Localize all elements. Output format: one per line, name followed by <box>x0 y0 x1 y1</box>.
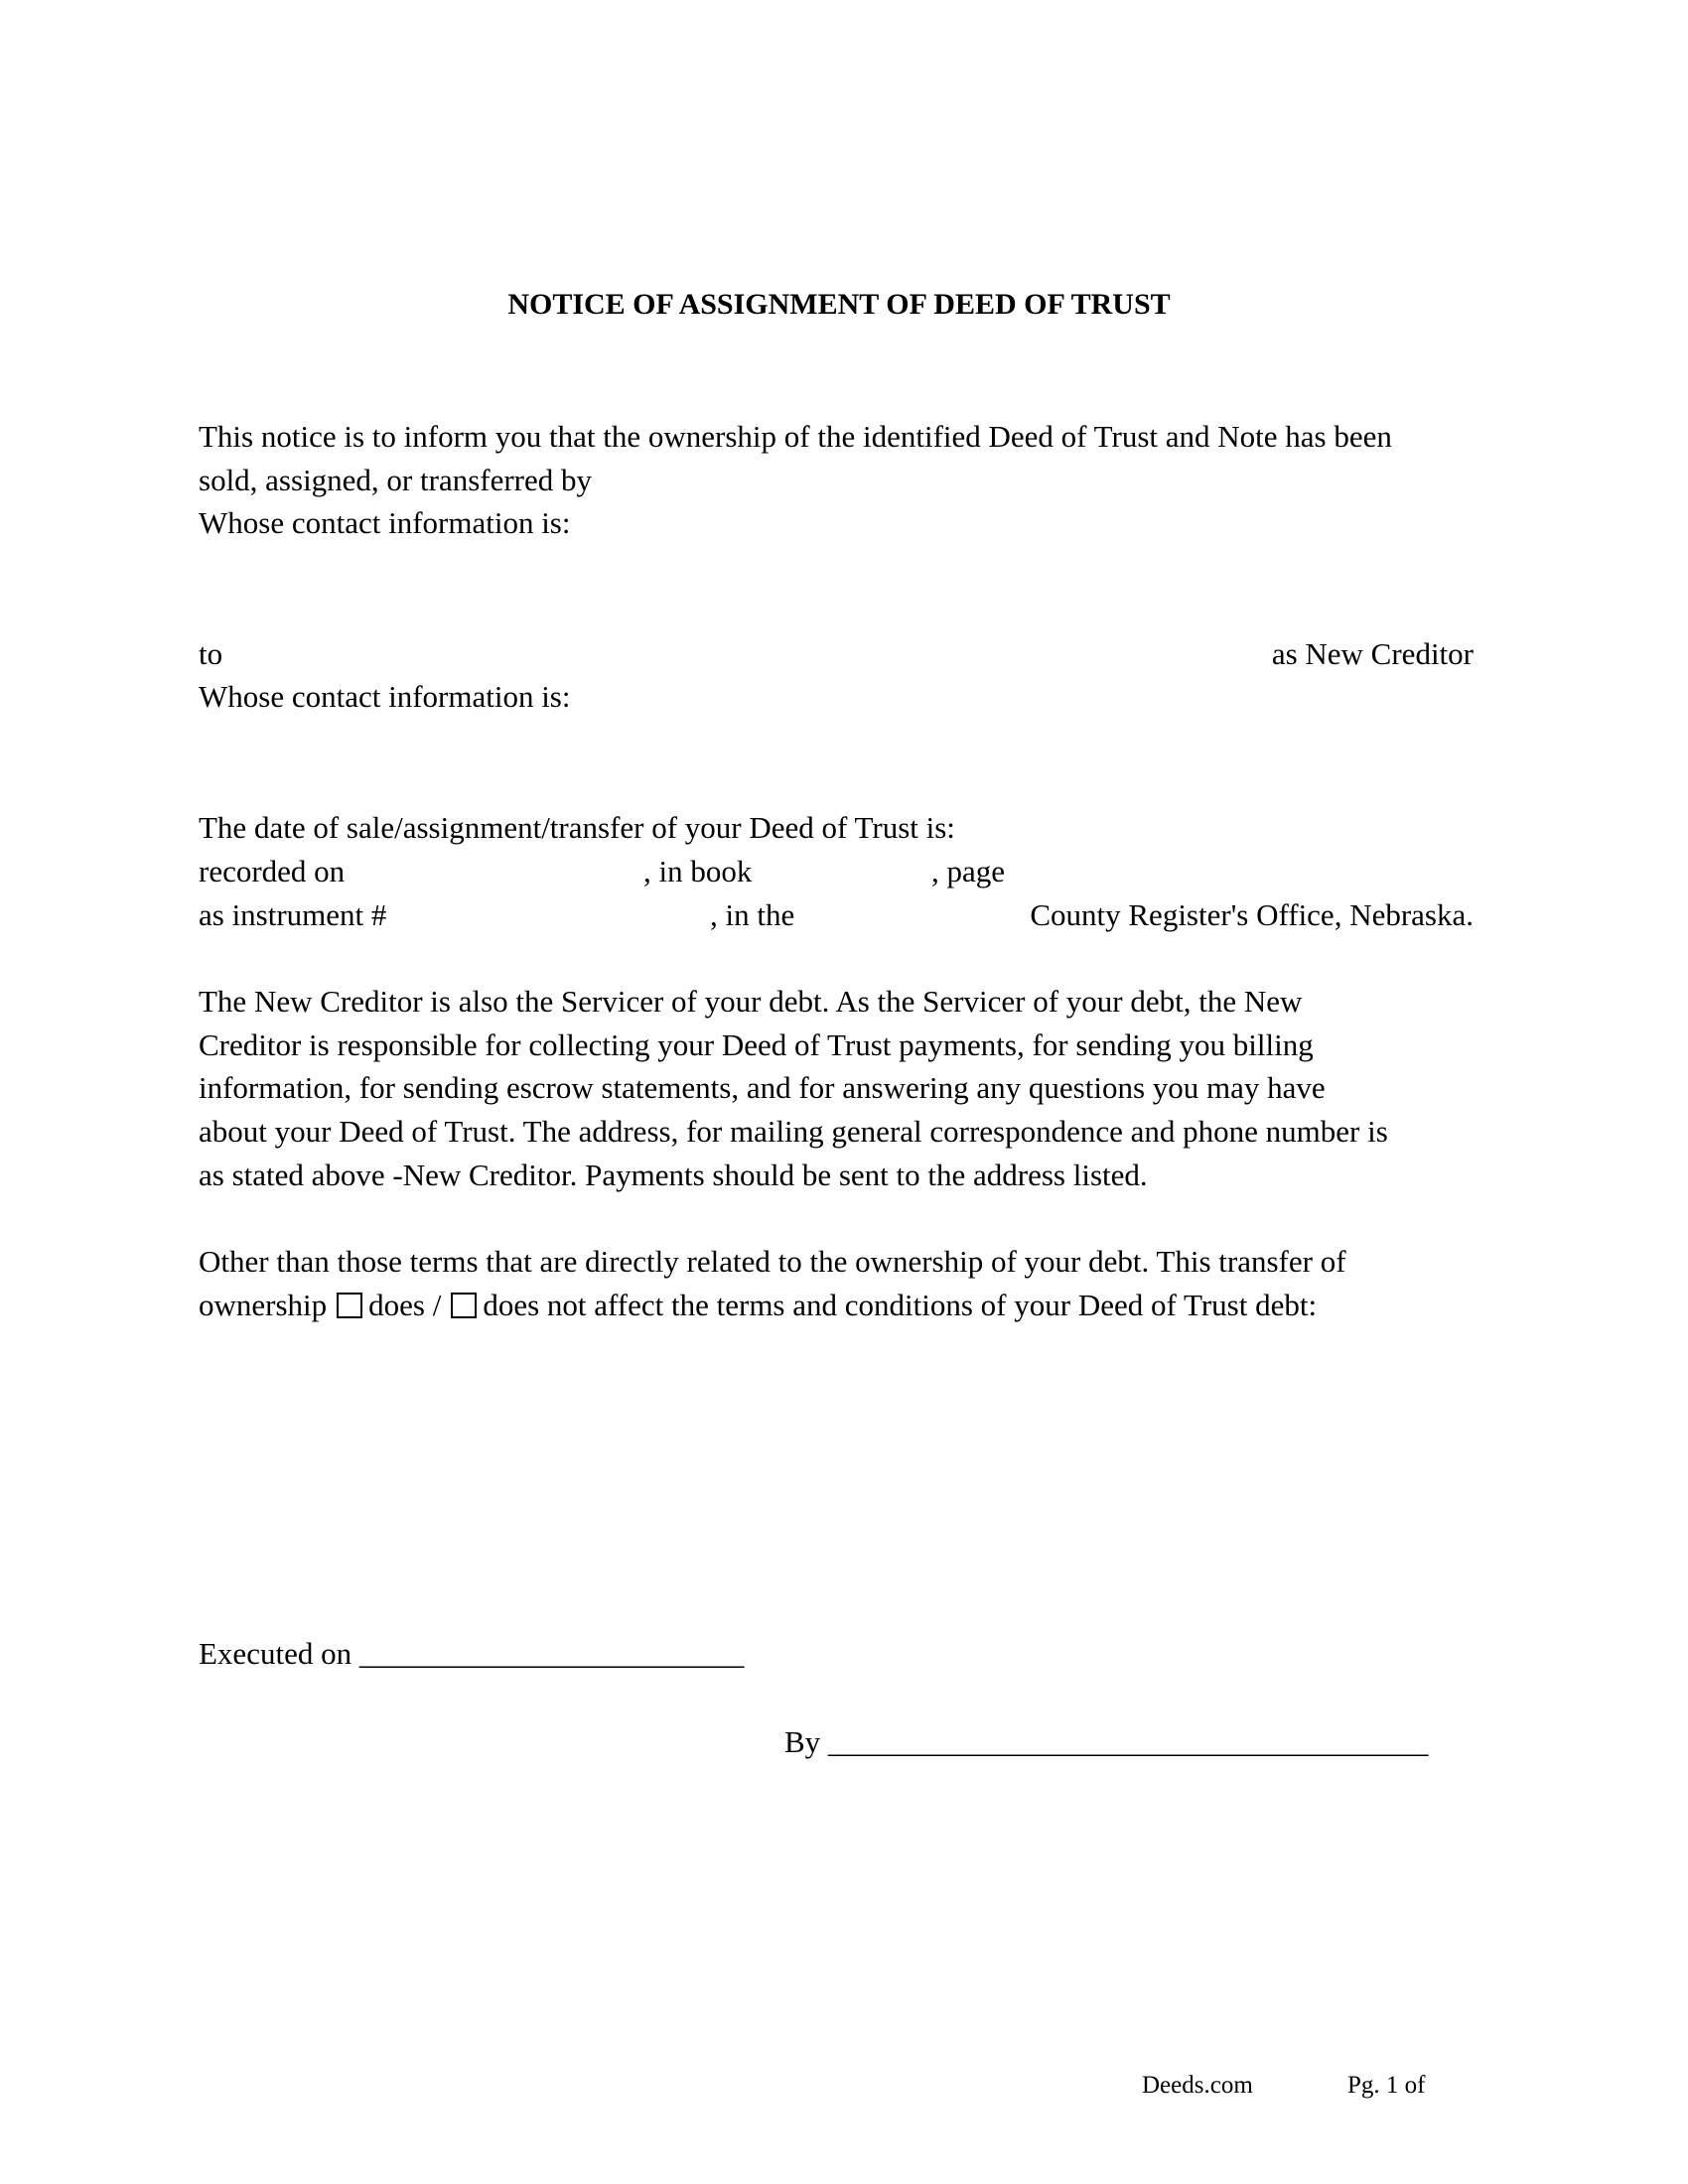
servicer-line-3: information, for sending escrow statements, and for answering any questions you may have <box>199 1070 1326 1105</box>
servicer-line-4: about your Deed of Trust. The address, for mailing general correspondence and phone number is <box>199 1114 1388 1149</box>
servicer-line-1: The New Creditor is also the Servicer of your debt. As the Servicer of your debt, the New <box>199 984 1303 1019</box>
does-checkbox[interactable] <box>337 1293 362 1318</box>
servicer-line-2: Creditor is responsible for collecting your Deed of Trust payments, for sending you billing <box>199 1027 1314 1062</box>
new-creditor-label: as New Creditor <box>1271 636 1474 671</box>
footer-site: Deeds.com <box>1142 2072 1253 2099</box>
in-the-label: , in the <box>710 897 795 932</box>
does-label: does / <box>368 1288 442 1322</box>
footer-page-number: Pg. 1 of <box>1347 2072 1426 2099</box>
county-office-label: County Register's Office, Nebraska. <box>1030 897 1474 932</box>
intro-line-1: This notice is to inform you that the ownership of the identified Deed of Trust and Note has been <box>199 419 1392 454</box>
terms-line-1: Other than those terms that are directly related to the ownership of your debt. This transfer of <box>199 1244 1346 1279</box>
page-label: , page <box>931 854 1006 888</box>
executed-on-blank[interactable]: _________________________ <box>358 1636 745 1671</box>
does-not-checkbox[interactable] <box>451 1293 477 1318</box>
by-line <box>784 1726 1428 1757</box>
servicer-line-5: as stated above -New Creditor. Payments should be sent to the address listed. <box>199 1158 1148 1192</box>
by-label: By <box>784 1724 821 1759</box>
signature-blank[interactable]: _______________________________________ <box>827 1724 1429 1759</box>
in-book-label: , in book <box>643 854 753 888</box>
intro-line-2: sold, assigned, or transferred by <box>199 463 593 497</box>
recorded-on-label: recorded on <box>199 854 346 888</box>
to-label: to <box>199 636 223 671</box>
instrument-label: as instrument # <box>199 897 387 932</box>
new-creditor-contact-label: Whose contact information is: <box>199 679 571 714</box>
document-title: NOTICE OF ASSIGNMENT OF DEED OF TRUST <box>507 288 1171 321</box>
intro-contact-label: Whose contact information is: <box>199 505 571 540</box>
executed-on-line <box>199 1638 744 1669</box>
executed-on-label: Executed on <box>199 1636 352 1671</box>
ownership-label: ownership <box>199 1288 328 1322</box>
terms-line-2 <box>199 1290 1317 1320</box>
does-not-label: does not affect the terms and conditions of your Deed of Trust debt: <box>483 1288 1318 1322</box>
transfer-date-line: The date of sale/assignment/transfer of your Deed of Trust is: <box>199 810 955 845</box>
